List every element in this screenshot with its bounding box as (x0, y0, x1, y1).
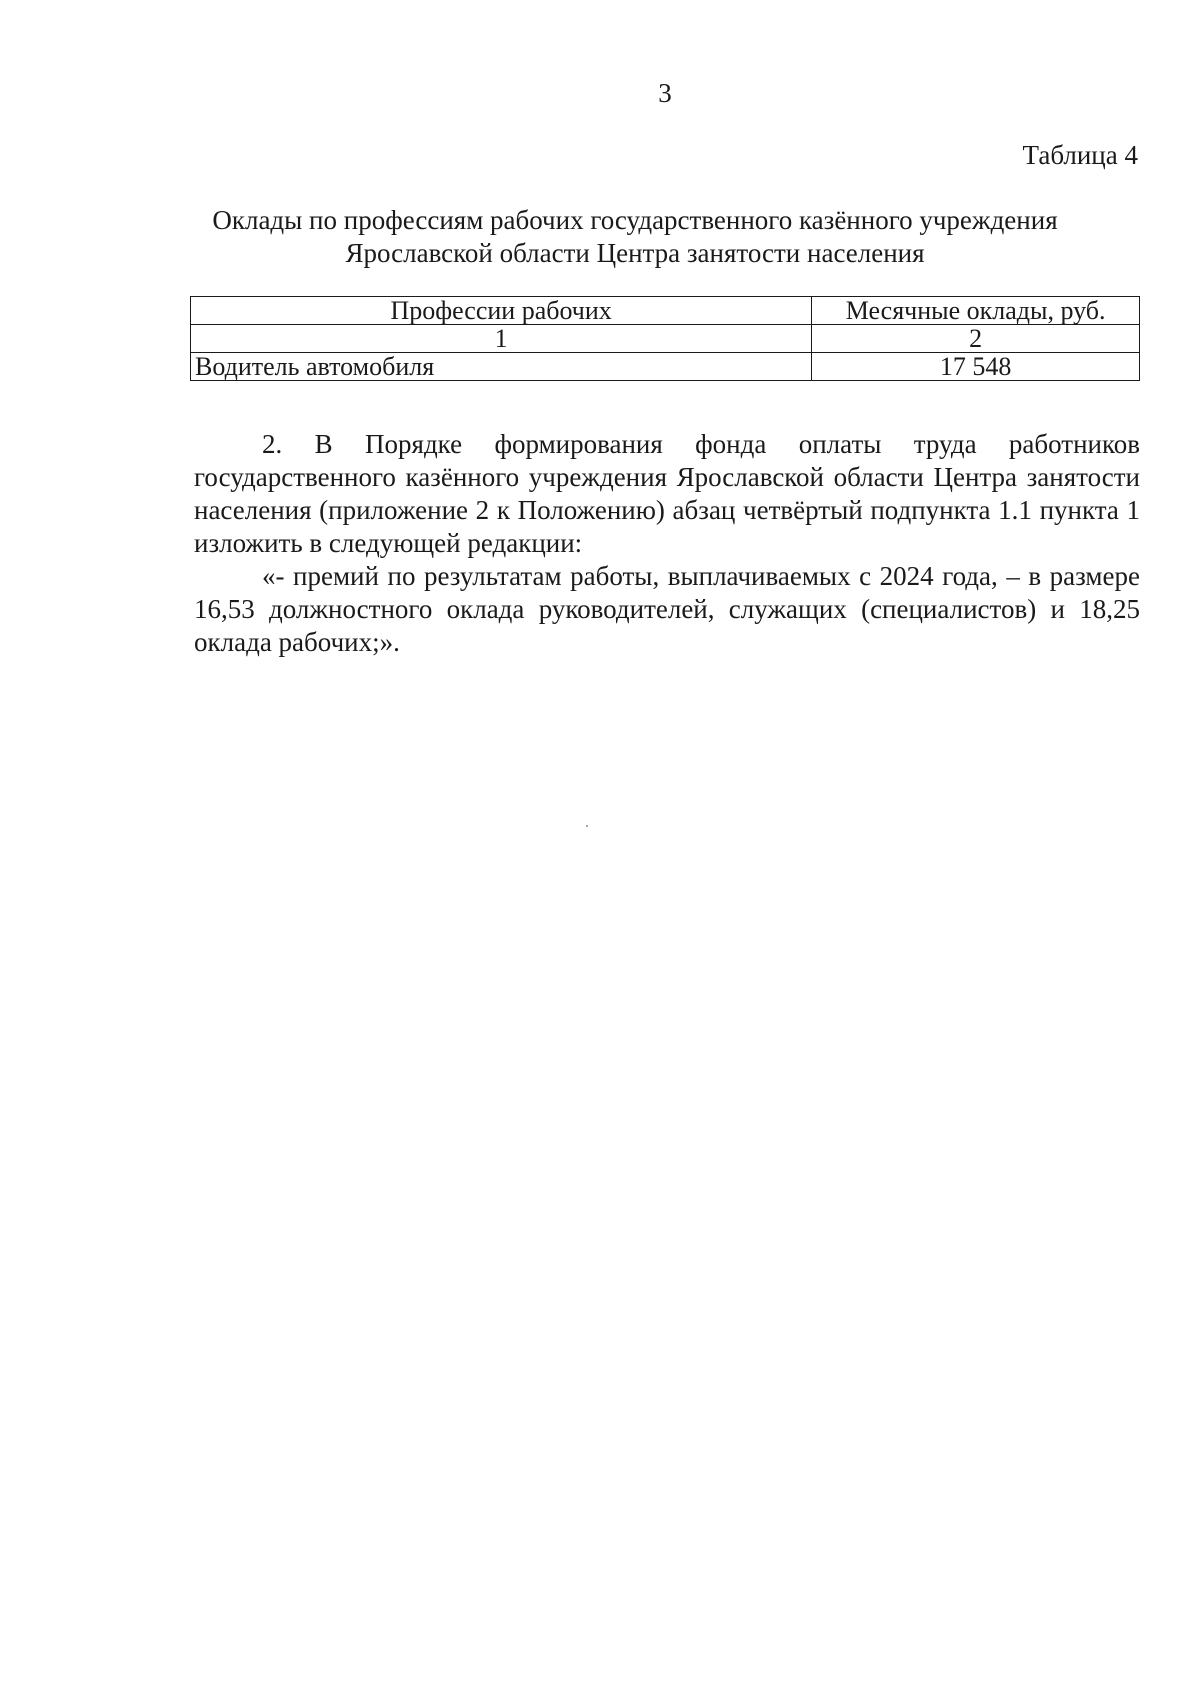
table-row (191, 353, 1140, 381)
table-header-row (191, 297, 1140, 325)
paragraph-quoted-text: «- премий по результатам работы, выплачиваемых с 2024 года, – в размере 16,53 должностного оклада руководителей, служащих (специалистов) и 18,25 оклада рабочих;». (194, 561, 1140, 657)
salary-cell: 17 548 (812, 353, 1140, 381)
column-number-2: 2 (812, 325, 1140, 353)
page-number: 3 (658, 78, 672, 108)
body-text (194, 428, 1140, 659)
table-label: Таблица 4 (1022, 140, 1138, 170)
scan-speck (586, 825, 588, 827)
table-title (195, 204, 1075, 270)
paragraph-amendment: 2. В Порядке формирования фонда оплаты труда работников государственного казённого учреждения Ярославской области Центра занятости населения (приложение 2 к Положению) абзац четвёртый подпункта 1.1 пункта 1 изложить в следующей редакции: (194, 429, 1140, 558)
header-professions: Профессии рабочих (191, 297, 812, 325)
column-number-1: 1 (191, 325, 812, 353)
profession-cell: Водитель автомобиля (191, 353, 812, 381)
salary-table (190, 296, 1140, 381)
table-numbering-row (191, 325, 1140, 353)
header-monthly-salaries: Месячные оклады, руб. (812, 297, 1140, 325)
table-title-line-1: Оклады по профессиям рабочих государственного казённого учреждения (212, 205, 1058, 235)
table-title-line-2: Ярославской области Центра занятости населения (345, 238, 925, 268)
